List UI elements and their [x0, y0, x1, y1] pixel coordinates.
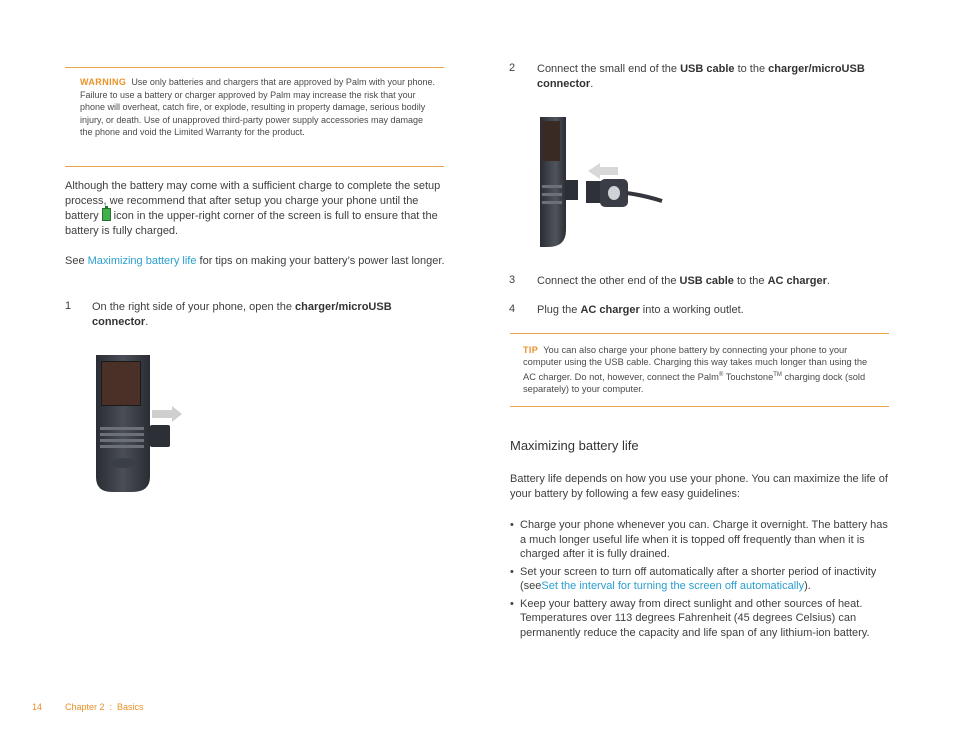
bullet-1-text: Charge your phone whenever you can. Charge it overnight. The battery has a much longer useful life when it is topped off frequently than when it is charged after it is fully drained. [520, 519, 888, 560]
see-paragraph [65, 254, 445, 269]
tip-text-1: You can also charge your phone battery by connecting your phone to your computer using the USB cable. Charging this way takes much longer than using the AC charger. Do not, however, connect the Palm [523, 345, 868, 382]
step-2-end: . [590, 77, 594, 90]
section-heading: Maximizing battery life [510, 438, 639, 453]
step-2-number: 2 [509, 62, 516, 74]
intro-text-2: icon in the upper-right corner of the screen is full to ensure that the battery is fully charged. [65, 210, 438, 237]
step-1-number: 1 [65, 300, 72, 312]
see-prefix: See [65, 255, 85, 267]
tip-text-3: charging dock (sold separately) to your computer. [523, 371, 866, 395]
step-4-body: Plug the [537, 304, 578, 316]
warning-bottom-rule [65, 166, 444, 167]
step-3-text [537, 274, 882, 289]
intro-text-1: Although the battery may come with a sufficient charge to complete the setup process, we recommend that after setup you charge your phone until the battery [65, 180, 441, 222]
warning-keyword: WARNING [80, 77, 127, 87]
warning-box [80, 76, 436, 139]
list-item [510, 565, 890, 594]
warning-text: Use only batteries and chargers that are approved by Palm with your phone. Failure to use a battery or charger approved by Palm may increase the risk that your phone will overheat, catch fire, or explode, resulting in property damage, serious bodily injury, or death. Use of unapproved third-party power supply accessories may damage the phone and void the Limited Warranty for the product. [80, 77, 435, 138]
tip-box [523, 344, 868, 396]
step-4-end: into a working outlet. [642, 304, 744, 316]
step-2-bold-2: charger/microUSB connector [537, 63, 865, 90]
step-4-number: 4 [509, 303, 516, 315]
list-item [510, 597, 890, 641]
step-1-end: . [145, 315, 149, 328]
step-3-bold-2: AC charger [767, 275, 827, 287]
step-3-bold-1: USB cable [679, 275, 734, 287]
step-2-body: Connect the small end of the [537, 63, 678, 75]
bullet-2-end: ). [804, 580, 811, 592]
step-1-body: On the right side of your phone, open the [92, 301, 292, 313]
tip-top-rule [510, 333, 889, 334]
page-number: 14 [32, 702, 43, 712]
step-4-bold: AC charger [580, 304, 640, 316]
step-3-mid: to the [736, 275, 765, 287]
phone-usb-cable-illustration [538, 115, 668, 250]
bullet-3-text: Keep your battery away from direct sunlight and other sources of heat. Temperatures over 113 degrees Fahrenheit (45 degrees Celsius) can permanently reduce the capacity and life span of any lithium-ion battery. [520, 597, 870, 639]
step-3-end: . [826, 275, 830, 287]
trademark-mark: TM [773, 371, 782, 378]
phone-open-connector-illustration [92, 355, 192, 495]
registered-mark: ® [718, 371, 724, 378]
warning-top-rule [65, 67, 444, 68]
list-item [510, 518, 890, 562]
tip-keyword: TIP [523, 345, 539, 355]
step-2-text [537, 62, 882, 91]
see-suffix: for tips on making your battery’s power last longer. [199, 255, 445, 267]
step-3-body: Connect the other end of the [537, 275, 677, 287]
step-1-bold: charger/microUSB connector [92, 301, 392, 328]
maximizing-battery-life-link[interactable]: Maximizing battery life [87, 255, 197, 267]
section-intro: Battery life depends on how you use your phone. You can maximize the life of your battery by following a few easy guidelines: [510, 473, 888, 500]
intro-paragraph [65, 179, 445, 238]
screen-off-interval-link[interactable]: Set the interval for turning the screen off automatically [541, 580, 805, 592]
step-2-bold-1: USB cable [680, 63, 735, 75]
battery-full-icon [102, 208, 111, 221]
guidelines-list [510, 518, 890, 640]
step-2-mid: to the [737, 63, 766, 75]
tip-bottom-rule [510, 406, 889, 407]
step-4-text [537, 303, 882, 318]
step-3-number: 3 [509, 274, 516, 286]
step-1-text [92, 300, 432, 329]
tip-text-2: Touchstone [725, 371, 774, 382]
chapter-label: Chapter 2 : Basics [65, 702, 144, 712]
bullet-2-text: Set your screen to turn off automatically after a shorter period of inactivity (see [520, 565, 877, 592]
